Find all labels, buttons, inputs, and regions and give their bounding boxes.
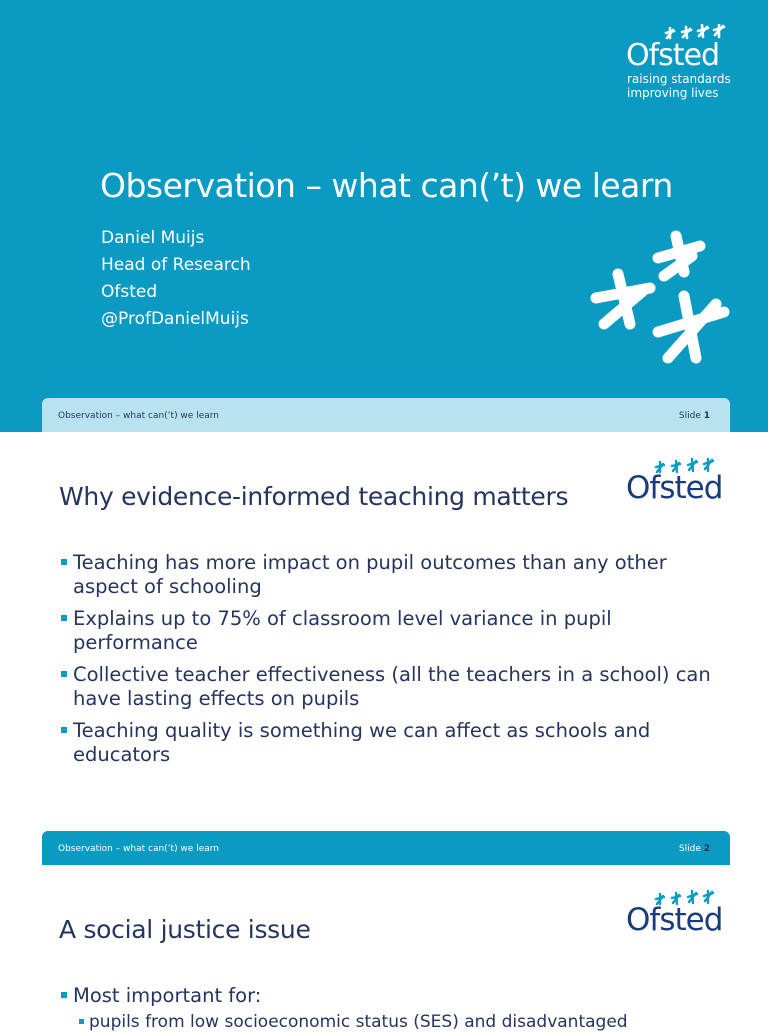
footer-slide-number: [679, 844, 710, 854]
slide-heading: A social justice issue: [59, 915, 311, 944]
author-handle: @ProfDanielMuijs: [101, 309, 249, 329]
list-item: Most important for:: [60, 984, 720, 1008]
author-name: Daniel Muijs: [101, 228, 205, 248]
list-item: Explains up to 75% of classroom level variance in pupil performance: [60, 607, 720, 655]
bullet-list: [60, 551, 720, 775]
slide-footer-2: [42, 831, 730, 865]
list-item: Teaching has more impact on pupil outcomes than any other aspect of schooling: [60, 551, 720, 599]
footer-slide-label: Slide: [678, 844, 701, 854]
footer-title: Observation – what can(’t) we learn: [58, 844, 219, 854]
logo-tagline-1: raising standards: [627, 72, 731, 86]
slide-heading: Why evidence-informed teaching matters: [59, 482, 569, 511]
presentation-title: Observation – what can(’t) we learn: [100, 166, 673, 205]
author-org: Ofsted: [101, 282, 158, 302]
footer-slide-num: 2: [703, 844, 710, 854]
list-item: Collective teacher effectiveness (all the teachers in a school) can have lasting effects on pupils: [60, 663, 720, 711]
logo-wordmark: Ofsted: [626, 470, 723, 506]
footer-title: Observation – what can(’t) we learn: [58, 411, 219, 421]
sub-list-item: pupils from low socioeconomic status (SES) and disadvantaged: [89, 1012, 628, 1032]
logo-wordmark: Ofsted: [626, 38, 720, 73]
footer-slide-label: Slide: [678, 411, 701, 421]
footer-slide-number: [679, 411, 710, 421]
logo-tagline-2: improving lives: [627, 86, 719, 100]
list-item: Teaching quality is something we can affect as schools and educators: [60, 719, 720, 767]
figures-decoration-icon: [588, 228, 738, 368]
slide-footer: [42, 398, 730, 432]
title-slide: [0, 0, 768, 432]
logo-wordmark: Ofsted: [626, 902, 723, 938]
author-block: [101, 225, 251, 333]
footer-slide-num: 1: [703, 411, 710, 421]
author-role: Head of Research: [101, 255, 251, 275]
